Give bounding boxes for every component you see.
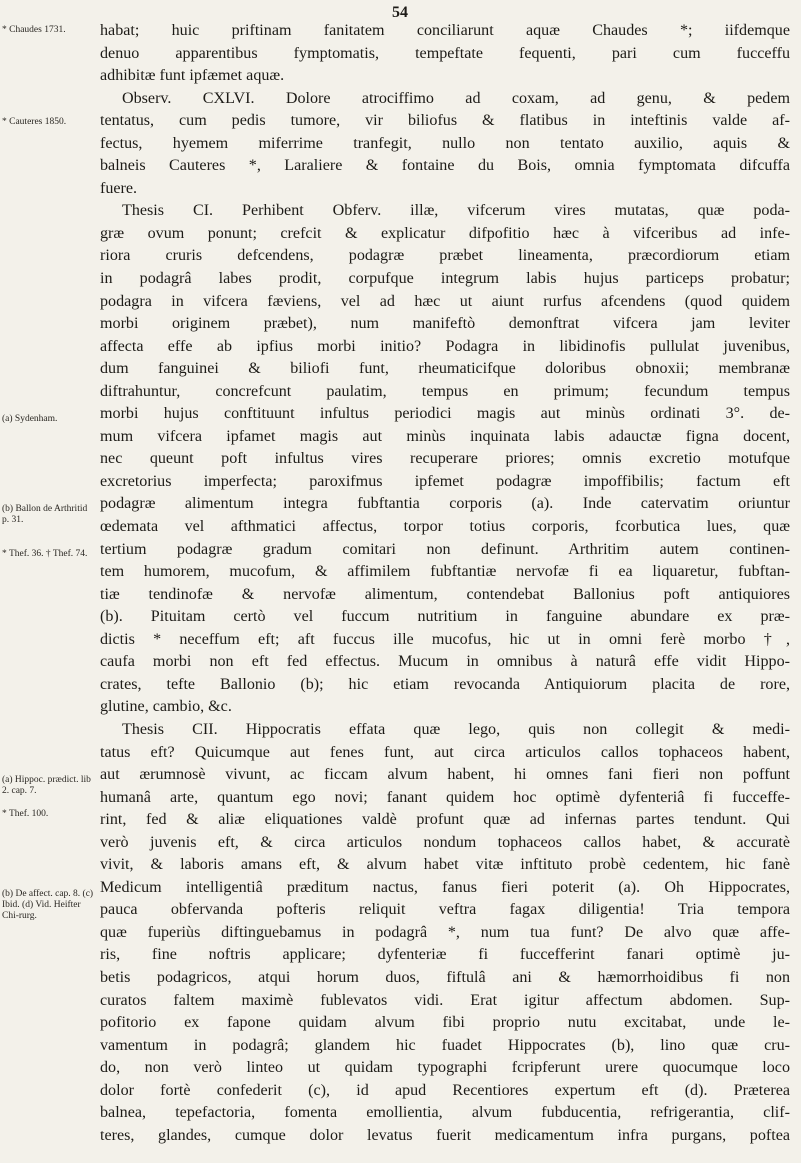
text-line: podagra in vifcera fæviens, vel ad hæc ut aiunt rurfus afcendens (quod quidem	[100, 292, 790, 310]
text-line: teres, glandes, cumque dolor levatus fuerit medicamentum infra purgans, poftea	[100, 1126, 790, 1144]
text-line: riora cruris defcendens, podagræ præbet lineamenta, præcordiorum etiam	[100, 247, 790, 265]
text-line: do, non verò linteo ut quidam typographi fcripferunt urere quocumque loco	[100, 1059, 790, 1077]
text-line: Observ. CXLVI. Dolore atrociffimo ad coxam, ad genu, & pedem	[122, 89, 790, 107]
text-line: græ ovum ponunt; crefcit & explicatur difpofitio hæc à vifceribus ad infe-	[100, 224, 790, 242]
text-line: diftrahuntur, concrefcunt paulatim, tempus en primum; fecundum tempus	[100, 382, 790, 400]
text-line: dictis * neceffum eft; aft fuccus ille mucofus, hic ut in omni ferè morbo †,	[100, 630, 790, 648]
text-line: glutine, cambio, &c.	[100, 698, 232, 716]
text-line: dolor fortè confederit (c), id apud Recentiores expertum eft (d). Præterea	[100, 1081, 790, 1099]
text-line: Thesis CII. Hippocratis effata quæ lego, quis non collegit & medi-	[122, 720, 790, 738]
text-line: verò juvenis eft, & circa articulos nondum tophaceos callos habet, & accuratè	[100, 833, 790, 851]
margin-note: * Cauteres 1850.	[2, 117, 67, 127]
text-line: curatos faltem maximè fublevatos vidi. Erat igitur affectum abdomen. Sup-	[100, 991, 790, 1009]
text-line: tiæ tendinofæ & nervofæ alimentum, contendebat Ballonius poft antiquiores	[100, 585, 790, 603]
text-line: vivit, & laboris amans eft, & alvum habet vitæ inftituto probè cedentem, hic fanè	[100, 856, 790, 874]
margin-note: * Chaudes 1731.	[2, 25, 66, 35]
text-line: podagræ alimentum integra fubftantia corporis (a). Inde catervatim oriuntur	[100, 495, 790, 513]
text-line: fectus, hyemem miferrime tranfegit, nullo non tentato auxilio, aquis &	[100, 134, 790, 152]
text-line: pofitorio ex fapone quidam alvum fibi proprio nutu excitabat, unde le-	[100, 1014, 790, 1032]
margin-note: (b) Ballon de Arthritid p. 31.	[2, 504, 88, 525]
margin-note: (a) Sydenham.	[2, 414, 58, 424]
text-line: mum vifcera ipfamet magis aut minùs inquinata labis adauctæ figna docent,	[100, 427, 790, 445]
margin-note: (b) De affect. cap. 8. (c) Ibid. (d) Vid. Heifter Chi-rurg.	[2, 889, 94, 921]
text-line: tem humorem, mucofum, & affimilem fubftantiæ nervofæ fi ea liquaretur, fubftan-	[100, 563, 790, 581]
margin-note: (a) Hippoc. prædict. lib 2. cap. 7.	[2, 775, 91, 796]
text-line: (b). Pituitam certò vel fuccum nutritium in fanguine abundare ex præ-	[100, 608, 790, 626]
text-line: tatus eft? Quicumque aut fenes funt, aut circa articulos callos tophaceos habent,	[100, 743, 790, 761]
text-line: rint, fed & aliæ eliquationes valdè profunt quæ ad infernas partes tendunt. Qui	[100, 811, 790, 829]
text-line: fuere.	[100, 179, 138, 197]
text-line: tentatus, cum pedis tumore, vir biliofus & flatibus in inteftinis valde af-	[100, 112, 790, 130]
text-line: morbi hujus conftituunt infultus periodici magis aut minùs ordinati 3°. de-	[100, 405, 790, 423]
margin-note: * Thef. 36. † Thef. 74.	[2, 549, 88, 559]
text-line: balnea, tepefactoria, fomenta emollientia, alvum fubducentia, refrigerantia, clif-	[100, 1104, 790, 1122]
text-line: vamentum in podagrâ; glandem hic fuadet Hippocrates (b), lino quæ cru-	[100, 1036, 790, 1054]
text-line: excretorius imperfecta; paroxifmus ipfemet podagræ impoffibilis; factum eft	[100, 472, 790, 490]
text-line: caufa morbi non eft fed effectus. Mucum in omnibus à naturâ effe vidit Hippo-	[100, 653, 790, 671]
text-line: quæ fuperiùs diftinguebamus in podagrâ *, num tua funt? De alvo quæ affe-	[100, 923, 790, 941]
text-line: Thesis CI. Perhibent Obferv. illæ, vifcerum vires mutatas, quæ poda-	[122, 202, 790, 220]
text-line: ris, fine noftris applicare; dyfenteriæ fi fuccefferint fanari optimè ju-	[100, 946, 790, 964]
text-line: pauca obfervanda pofteris reliquit veftra fagax diligentia! Tria tempora	[100, 901, 790, 919]
text-line: denuo apparentibus fymptomatis, tempeftate fequenti, pari cum fucceffu	[100, 44, 790, 62]
margin-note: * Thef. 100.	[2, 809, 49, 819]
text-line: habat; huic priftinam fanitatem conciliarunt aquæ Chaudes *; iifdemque	[100, 22, 790, 39]
text-line: aut ærumnosè vivunt, ac ficcam alvum habent, hi omnes fani fieri non poffunt	[100, 766, 790, 784]
text-line: crates, tefte Ballonio (b); hic etiam revocanda Antiquiorum placita de rore,	[100, 675, 790, 693]
text-line: nec queunt poft infultus vires recuperare priores; omnis excretio motufque	[100, 450, 790, 468]
text-line: dum fanguinei & biliofi funt, rheumaticifque doloribus obnoxii; membranæ	[100, 360, 790, 378]
text-line: tertium podagræ gradum comitari non definunt. Arthritim autem continen-	[100, 540, 790, 558]
text-line: affecta effe ab ipfius morbi initio? Podagra in libidinofis pullulat juvenibus,	[100, 337, 790, 355]
text-line: œdemata vel afthmatici affectus, torpor totius corporis, fcorbutica lues, quæ	[100, 518, 790, 536]
page-number: 54	[392, 4, 408, 21]
body-text	[100, 20, 790, 1147]
text-line: humanâ arte, quantum ego novi; fanant quidem hoc optimè dyfenteriâ fi fucceffe-	[100, 788, 790, 806]
text-line: in podagrâ labes prodit, corpufque integrum labis hujus particeps probatur;	[100, 270, 790, 288]
text-line: adhibitæ funt ipfæmet aquæ.	[100, 67, 285, 85]
text-line: morbi originem præbet), num manifeftò demonftrat vifcera jam leviter	[100, 315, 790, 333]
text-line: balneis Cauteres *, Laraliere & fontaine du Bois, omnia fymptomata difcuffa	[100, 157, 790, 175]
text-line: Medicum intelligentiâ præditum nactus, fanus fieri poterit (a). Oh Hippocrates,	[100, 878, 790, 896]
text-line: betis podagricos, atqui horum duos, fiftulâ ani & hæmorrhoidibus fi non	[100, 968, 790, 986]
